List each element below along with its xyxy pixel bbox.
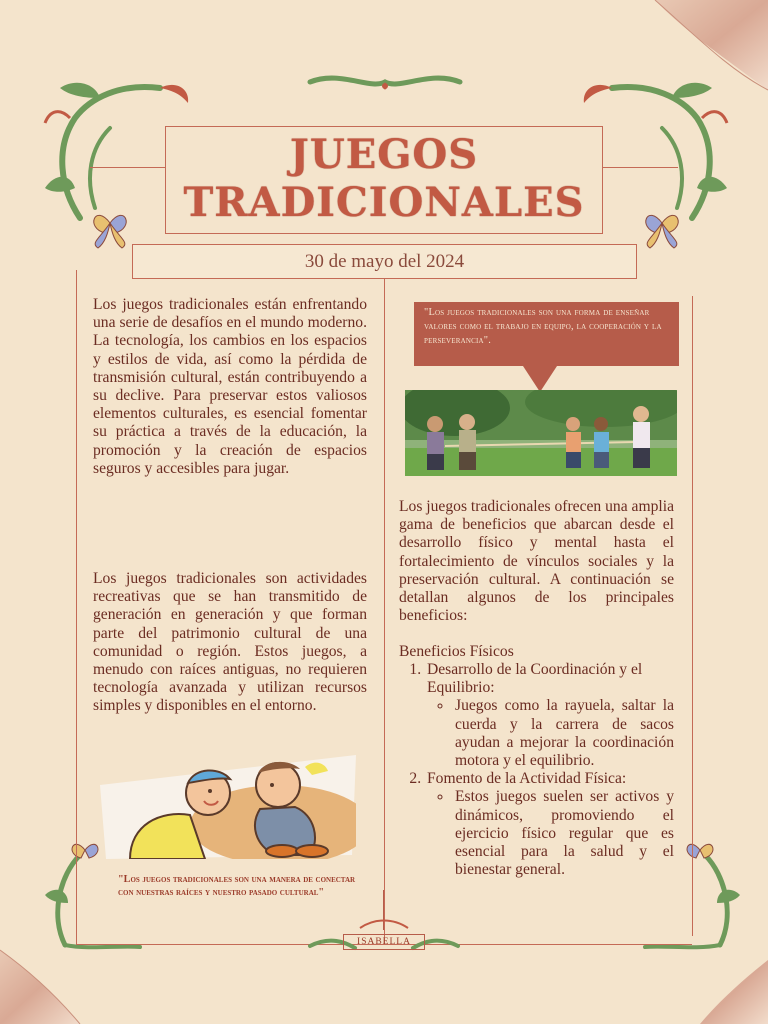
benefits-heading: Beneficios Físicos [399,643,514,660]
quote-bubble-tail [523,366,557,392]
left-border-line [76,270,77,945]
title-rule-left [90,167,165,168]
intro-paragraph: Los juegos tradicionales están enfrentando una serie de desafíos en el mundo moderno. La tecnología, los cambios en los espacios y estilos de vida, así como la pérdida de transmisión cultural, están contribuyendo a su declive. Para preservar estos valiosos elementos culturales, es esencial fomentar su práctica a través de la educación, la promoción y la creación de espacios seguros y accesibles para jugar. [93,296,367,477]
author-signature: ISABELLA [357,937,411,947]
column-divider [384,279,385,944]
benefits-list [399,661,674,879]
right-quote: "Los juegos tradicionales son una forma de enseñar valores como el trabajo en equipo, la cooperación y la perseverancia". [424,307,662,346]
benefits-intro-paragraph: Los juegos tradicionales ofrecen una amplia gama de beneficios que abarcan desde el desarrollo físico y mental hasta el fortalecimiento de vínculos sociales y la preservación cultural. A continuación se detallan algunos de los principales beneficios: [399,498,674,625]
benefit-title: 2. Fomento de la Actividad Física: [427,770,627,788]
benefit-detail: ◦ Estos juegos suelen ser activos y dinámicos, promoviendo el ejercicio físico regular que es esencial para la salud y el bienestar general. [453,788,674,879]
left-quote: "Los juegos tradicionales son una manera de conectar con nuestras raíces y nuestro pasado cultural" [118,874,356,898]
benefit-item [425,661,674,770]
tug-of-war-photo [405,390,677,476]
leaf-ornament-top [300,70,470,100]
benefit-title: 1. Desarrollo de la Coordinación y el Equilibrio: [427,661,643,697]
kids-cartoon-image [100,755,356,859]
page-title: JUEGOS TRADICIONALES [183,131,585,226]
issue-date: 30 de mayo del 2024 [304,251,465,272]
child-figure [427,416,444,470]
title-rule-right [603,167,678,168]
definition-paragraph: Los juegos tradicionales son actividades recreativas que se han transmitido de generación en generación y que forman parte del patrimonio cultural de una comunidad o región. Estos juegos, a menudo con raíces antiguas, no requieren tecnología avanzada y utilizan recursos simples y disponibles en el entorno. [93,570,367,715]
benefit-detail: ◦ Juegos como la rayuela, saltar la cuerda y la carrera de sacos ayudan a mejorar la coordinación motora y el equilibrio. [453,697,674,770]
right-border-line [692,296,693,936]
benefit-item [425,770,674,879]
